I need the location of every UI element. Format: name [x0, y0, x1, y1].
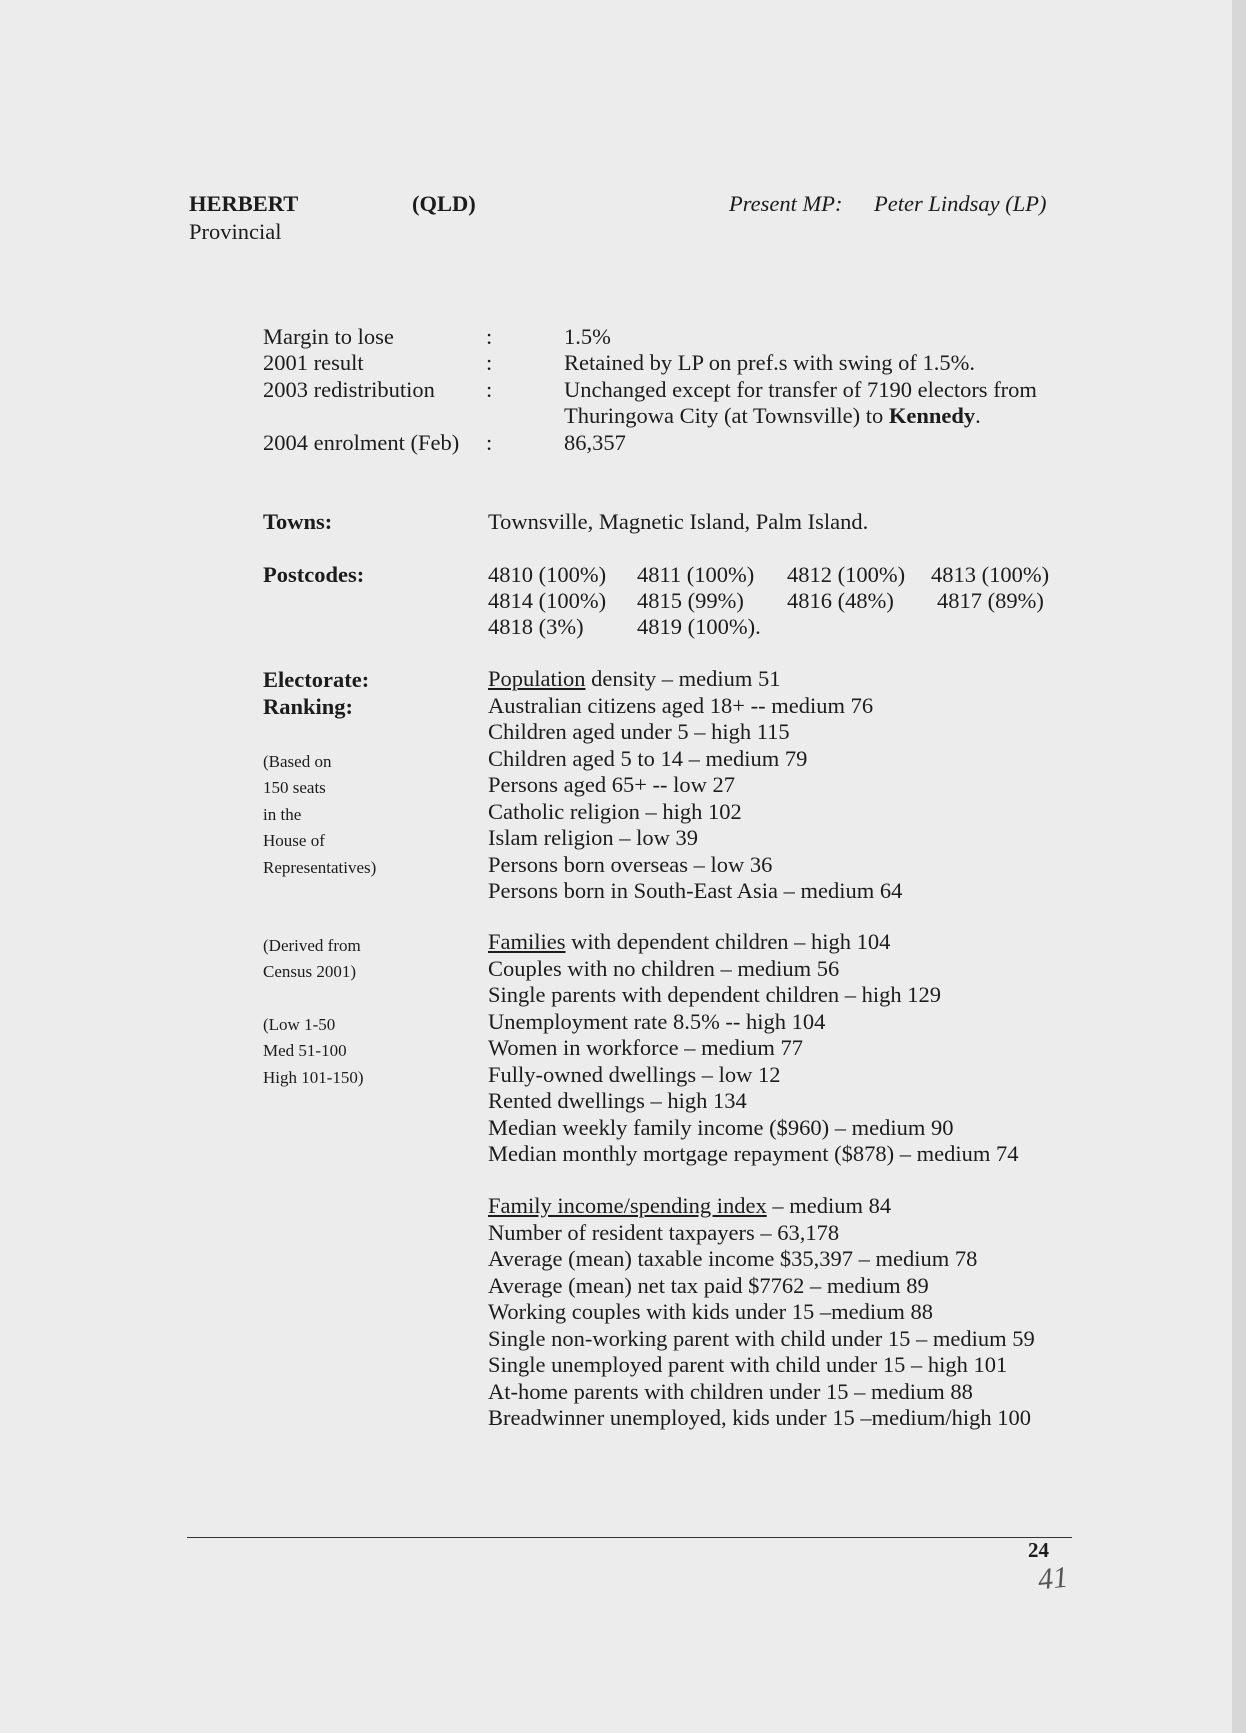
handwritten-number: 41 [1036, 1560, 1070, 1597]
summary-colon: : [486, 430, 493, 455]
list-item: Persons born in South-East Asia – medium 64 [488, 878, 903, 903]
summary-label-enrolment: 2004 enrolment (Feb) [263, 430, 460, 455]
postcodes-label: Postcodes: [263, 562, 365, 587]
income-block [488, 1193, 1035, 1432]
seat-state: (QLD) [412, 191, 476, 216]
list-item: Children aged under 5 – high 115 [488, 719, 790, 744]
summary-value-enrolment: 86,357 [564, 430, 626, 455]
electorate-label: Electorate: [263, 667, 370, 692]
list-item: Single unemployed parent with child under 15 – high 101 [488, 1352, 1008, 1377]
list-item: At-home parents with children under 15 – medium 88 [488, 1378, 973, 1404]
postcode-item: 4813 (100%) [931, 562, 1050, 587]
list-item: Single parents with dependent children – high 129 [488, 982, 942, 1007]
postcode-item: 4810 (100%) [488, 562, 607, 587]
population-heading: Population density – medium 51 [488, 666, 781, 691]
page-edge [1232, 0, 1246, 1733]
postcode-item: 4812 (100%) [787, 562, 906, 587]
list-item: Number of resident taxpayers – 63,178 [488, 1219, 840, 1245]
list-item: Average (mean) net tax paid $7762 – medium 89 [488, 1272, 929, 1298]
seat-name: HERBERT [189, 191, 299, 216]
postcode-item: 4816 (48%) [787, 588, 894, 613]
present-mp-name: Peter Lindsay (LP) [874, 191, 1047, 216]
summary-value-result: Retained by LP on pref.s with swing of 1.5%. [564, 350, 975, 375]
summary-value-redistribution-line2: Thuringowa City (at Townsville) to Kennedy. [564, 403, 981, 428]
list-item: Average (mean) taxable income $35,397 – medium 78 [488, 1246, 978, 1271]
list-item: Median weekly family income ($960) – medium 90 [488, 1114, 954, 1140]
families-block [488, 929, 1019, 1168]
summary-colon: : [486, 350, 493, 375]
list-item: Persons aged 65+ -- low 27 [488, 772, 736, 797]
postcode-item: 4811 (100%) [637, 562, 755, 587]
summary-label-redistribution: 2003 redistribution [263, 377, 435, 402]
list-item: Islam religion – low 39 [488, 825, 698, 850]
note-based-on: (Based on 150 seats in the House of Representatives) [263, 752, 377, 877]
list-item: Rented dwellings – high 134 [488, 1088, 747, 1113]
postcode-item: 4818 (3%) [488, 614, 584, 639]
summary-label-result: 2001 result [263, 350, 364, 375]
postcode-item: 4819 (100%). [637, 614, 761, 639]
income-heading: Family income/spending index – medium 84 [488, 1193, 892, 1218]
families-heading: Families with dependent children – high 104 [488, 929, 891, 954]
summary-value-redistribution-line1: Unchanged except for transfer of 7190 electors from [564, 377, 1037, 402]
kennedy-bold: Kennedy [888, 403, 976, 428]
summary-value-margin: 1.5% [564, 324, 611, 349]
list-item: Working couples with kids under 15 –medium 88 [488, 1299, 934, 1324]
list-item: Fully-owned dwellings – low 12 [488, 1061, 781, 1087]
list-item: Single non-working parent with child under 15 – medium 59 [488, 1325, 1035, 1351]
ranking-label: Ranking: [263, 694, 354, 719]
present-mp-label: Present MP: [729, 191, 843, 216]
postcode-item: 4815 (99%) [637, 588, 744, 613]
towns-value: Townsville, Magnetic Island, Palm Island. [488, 509, 869, 534]
list-item: Catholic religion – high 102 [488, 798, 742, 824]
towns-label: Towns: [263, 509, 333, 534]
footer-rule [187, 1537, 1072, 1538]
list-item: Median monthly mortgage repayment ($878) – medium 74 [488, 1141, 1019, 1166]
list-item: Couples with no children – medium 56 [488, 955, 840, 981]
page-number: 24 [1028, 1538, 1049, 1562]
postcode-item: 4817 (89%) [937, 588, 1044, 613]
summary-label-margin: Margin to lose [263, 324, 394, 349]
list-item: Children aged 5 to 14 – medium 79 [488, 745, 808, 771]
list-item: Persons born overseas – low 36 [488, 851, 773, 877]
note-scale: (Low 1-50 Med 51-100 High 101-150) [263, 1015, 364, 1087]
seat-category: Provincial [189, 219, 282, 244]
list-item: Breadwinner unemployed, kids under 15 –medium/high 100 [488, 1405, 1032, 1430]
note-derived: (Derived from Census 2001) [263, 936, 361, 982]
summary-colon: : [486, 377, 493, 402]
summary-colon: : [486, 324, 493, 349]
list-item: Unemployment rate 8.5% -- high 104 [488, 1008, 826, 1034]
population-block [488, 666, 902, 905]
postcode-item: 4814 (100%) [488, 588, 607, 613]
list-item: Women in workforce – medium 77 [488, 1035, 803, 1060]
list-item: Australian citizens aged 18+ -- medium 76 [488, 692, 874, 718]
